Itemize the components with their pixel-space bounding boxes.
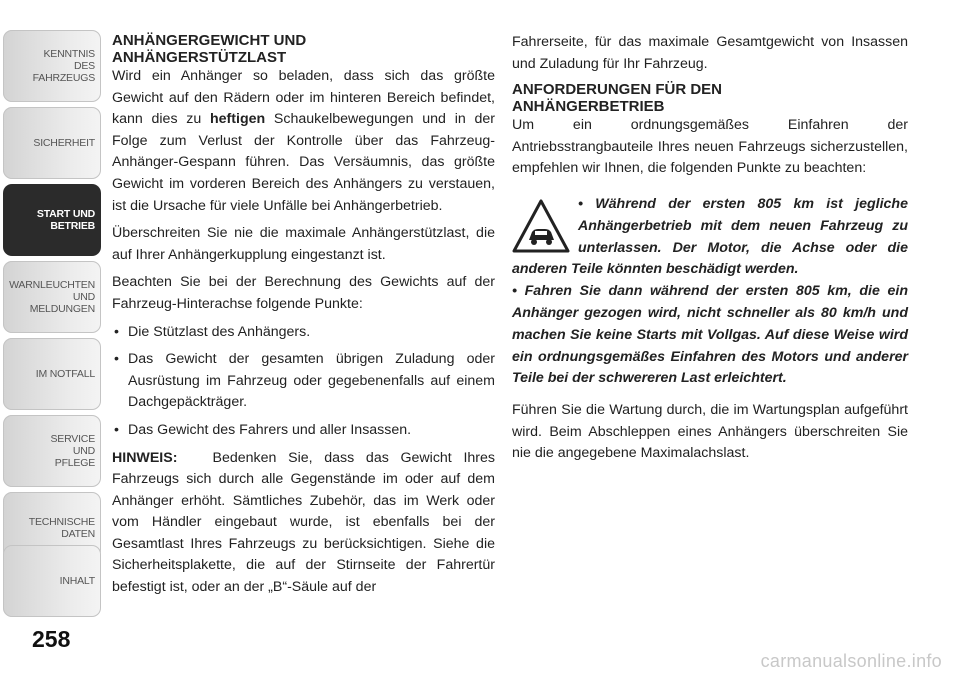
paragraph: Überschreiten Sie nie die maximale Anhängerstützlast, die auf Ihrer Anhängerkupplung eingestanzt ist.	[112, 225, 495, 263]
warning-box	[512, 194, 908, 390]
tab-label: TECHNISCHE	[28, 516, 95, 528]
tab-label: PFLEGE	[54, 457, 95, 469]
tab-kenntnis-des-fahrzeugs[interactable]	[3, 30, 101, 102]
paragraph: Führen Sie die Wartung durch, die im Wartungsplan aufgeführt wird. Beim Abschleppen eines Anhängers überschreiten Sie nie die angegebene Maximalachslast.	[512, 402, 908, 462]
warning-text: • Während der ersten 805 km ist jegliche Anhängerbetrieb mit dem neuen Fahrzeug zu unterlassen. Der Motor, die Achse oder die anderen Teile könnten beschädigt werden.	[512, 195, 908, 278]
tab-warnleuchten-und-meldungen[interactable]	[3, 261, 101, 333]
paragraph: Beachten Sie bei der Berechnung des Gewichts auf der Fahrzeug-Hinterachse folgende Punkte:	[112, 274, 495, 312]
paragraph: Um ein ordnungsgemäßes Einfahren der Antriebsstrangbauteile Ihres neuen Fahrzeugs sicherzustellen, empfehlen wir Ihnen, die folgenden Punkte zu beachten:	[512, 117, 908, 177]
tab-start-und-betrieb[interactable]	[3, 184, 101, 256]
note-label: HINWEIS:	[112, 449, 178, 466]
tab-label: START UND	[36, 208, 95, 220]
note-text: Bedenken Sie, dass das Gewicht Ihres Fahrzeugs sich durch alle Gegenstände im oder auf dem Anhänger erhöht. Sämtliches Zubehör, das im Werk oder vom Händler eingebaut wurde, ist ebenfalls bei der Gesamtlast Ihres Fahrzeugs zu berücksichtigen. Siehe die Sicherheitsplakette, die auf der Stirnseite der Fahrertür befestigt ist, oder an der „B“-Säule auf der	[112, 449, 495, 596]
note-paragraph	[112, 448, 495, 599]
text: Wird ein Anhänger so beladen, dass sich das größte Gewicht auf den Rädern oder im hinteren Bereich befindet, kann dies zu	[112, 68, 495, 128]
tab-label: DES	[74, 60, 95, 72]
tab-sicherheit[interactable]	[3, 107, 101, 179]
heading-line: ANHÄNGERSTÜTZLAST	[112, 49, 287, 66]
text: Schaukelbewegungen und in der Folge zum Verlust der Kontrolle über das Fahrzeug-Anhänger-Gespann führen. Das Versäumnis, das größte Gewicht im vorderen Bereich des Anhängers zu verstauen, ist die Ursache für viele Unfälle bei Anhängerbetrieb.	[112, 111, 495, 214]
tab-label: KENNTNIS	[43, 48, 95, 60]
tab-label: WARNLEUCHTEN	[9, 279, 95, 291]
paragraph: Fahrerseite, für das maximale Gesamtgewicht von Insassen und Zuladung für Ihr Fahrzeug.	[512, 34, 908, 72]
tab-label: UND	[72, 291, 95, 303]
tab-label: IM NOTFALL	[35, 368, 95, 380]
list-item: • Das Gewicht der gesamten übrigen Zuladung oder Ausrüstung im Fahrzeug oder gegebenenfalls auf einem Dachgepäckträger.	[112, 349, 495, 414]
list-item: • Das Gewicht des Fahrers und aller Insassen.	[112, 420, 495, 442]
tab-label: SICHERHEIT	[33, 137, 95, 149]
heading-line: ANFORDERUNGEN FÜR DEN	[512, 81, 722, 99]
tab-inhalt[interactable]	[3, 545, 101, 617]
heading-line: ANHÄNGERBETRIEB	[512, 98, 665, 116]
tab-im-notfall[interactable]	[3, 338, 101, 410]
page-number: 258	[32, 626, 71, 652]
warning-triangle-icon	[512, 198, 570, 254]
watermark: carmanualsonline.info	[760, 651, 942, 671]
tab-label: FAHRZEUGS	[32, 72, 95, 84]
chapter-tabs	[0, 0, 103, 678]
tab-service-und-pflege[interactable]	[3, 415, 101, 487]
section-heading	[112, 32, 495, 66]
left-column	[112, 32, 495, 605]
tab-label: SERVICE	[50, 433, 95, 445]
tab-label: BETRIEB	[50, 220, 95, 232]
tab-label: UND	[72, 445, 95, 457]
warning-text: • Fahren Sie dann während der ersten 805 km, die ein Anhänger gezogen wird, nicht schneller als 80 km/h und machen Sie keine Starts mit Vollgas. Auf diese Weise wird ein ordnungsgemäßes Einfahren des Motors und anderer Teile bei der schwereren Last erleichtert.	[512, 283, 908, 387]
tab-label: DATEN	[61, 528, 95, 540]
bold-text: heftigen	[210, 111, 266, 128]
tab-label: INHALT	[59, 575, 95, 587]
section-heading	[512, 81, 908, 115]
paragraph	[112, 66, 495, 217]
list-item: • Die Stützlast des Anhängers.	[112, 322, 495, 344]
right-column	[512, 32, 908, 471]
bullet-list	[112, 322, 495, 442]
tab-label: MELDUNGEN	[29, 303, 95, 315]
heading-line: ANHÄNGERGEWICHT UND	[112, 32, 307, 49]
